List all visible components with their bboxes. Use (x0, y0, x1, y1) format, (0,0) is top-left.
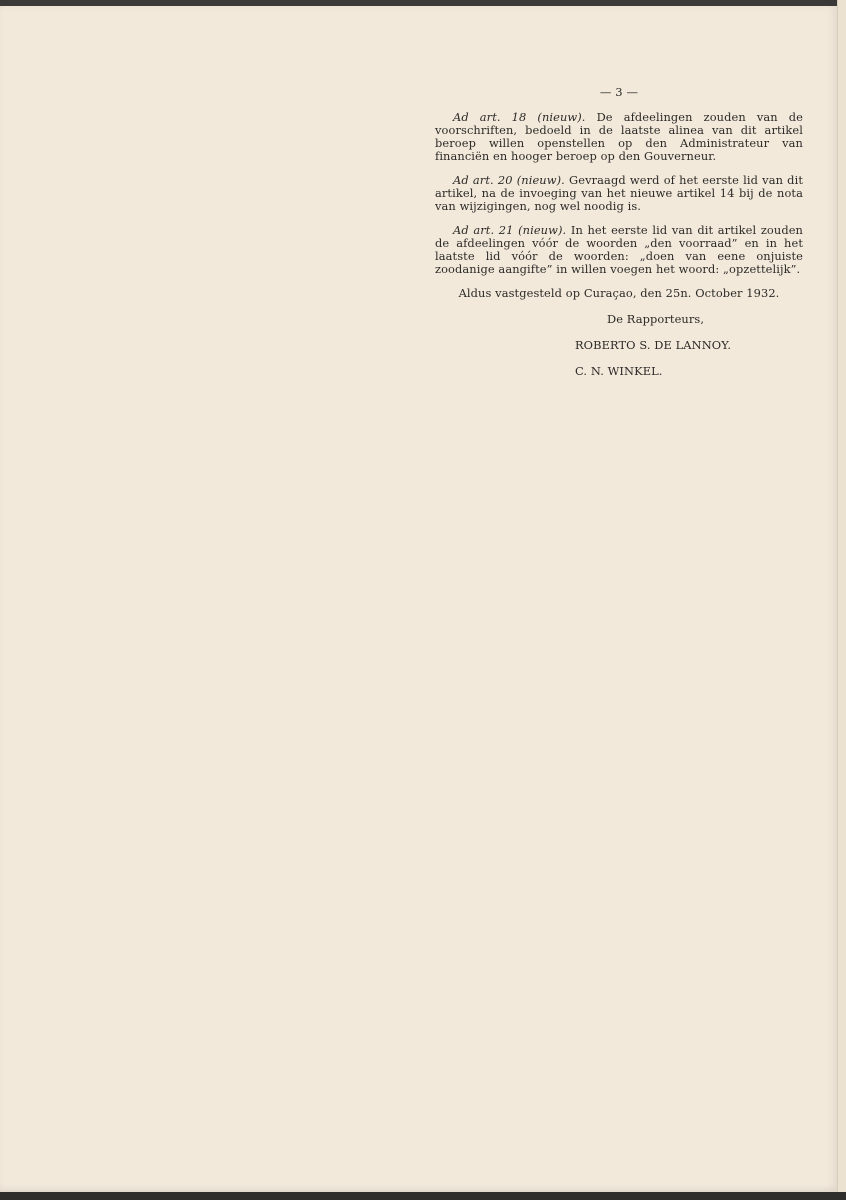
paragraph-art-18 (435, 111, 803, 163)
text-column (435, 86, 803, 391)
signatory-name: ROBERTO S. DE LANNOY. (575, 338, 732, 352)
paragraph-heading: Ad art. 21 (nieuw). (453, 223, 567, 237)
paragraph-heading: Ad art. 18 (nieuw). (453, 110, 586, 124)
page-edge-bottom (0, 1192, 846, 1200)
paragraph-art-20 (435, 174, 803, 213)
page-number: — 3 — (599, 85, 639, 99)
paragraph-art-21 (435, 224, 803, 276)
paragraph-text: De afdeelingen zouden van de voorschriften, bedoeld in de laatste alinea van dit artikel beroep willen openstellen op den Administrateur van financiën en hooger beroep op den Gouverneur. (435, 110, 803, 163)
signatories-label: De Rapporteurs, (607, 312, 705, 326)
document-page (0, 6, 838, 1192)
date-line: Aldus vastgesteld op Curaçao, den 25n. October 1932. (458, 286, 780, 300)
paragraph-heading: Ad art. 20 (nieuw). (453, 173, 565, 187)
paragraph-text: Gevraagd werd of het eerste lid van dit artikel, na de invoeging van het nieuwe artikel 14 bij de nota van wijzigingen, nog wel noodig is. (435, 173, 803, 213)
signatory-name: C. N. WINKEL. (575, 364, 663, 378)
page-edge-right (837, 0, 846, 1200)
paragraph-text: In het eerste lid van dit artikel zouden de afdeelingen vóór de woorden „den voorraad” en in het laatste lid vóór de woorden: „doen van eene onjuiste zoodanige aangifte” in willen voegen het woord: „opzettelijk”. (435, 223, 803, 276)
